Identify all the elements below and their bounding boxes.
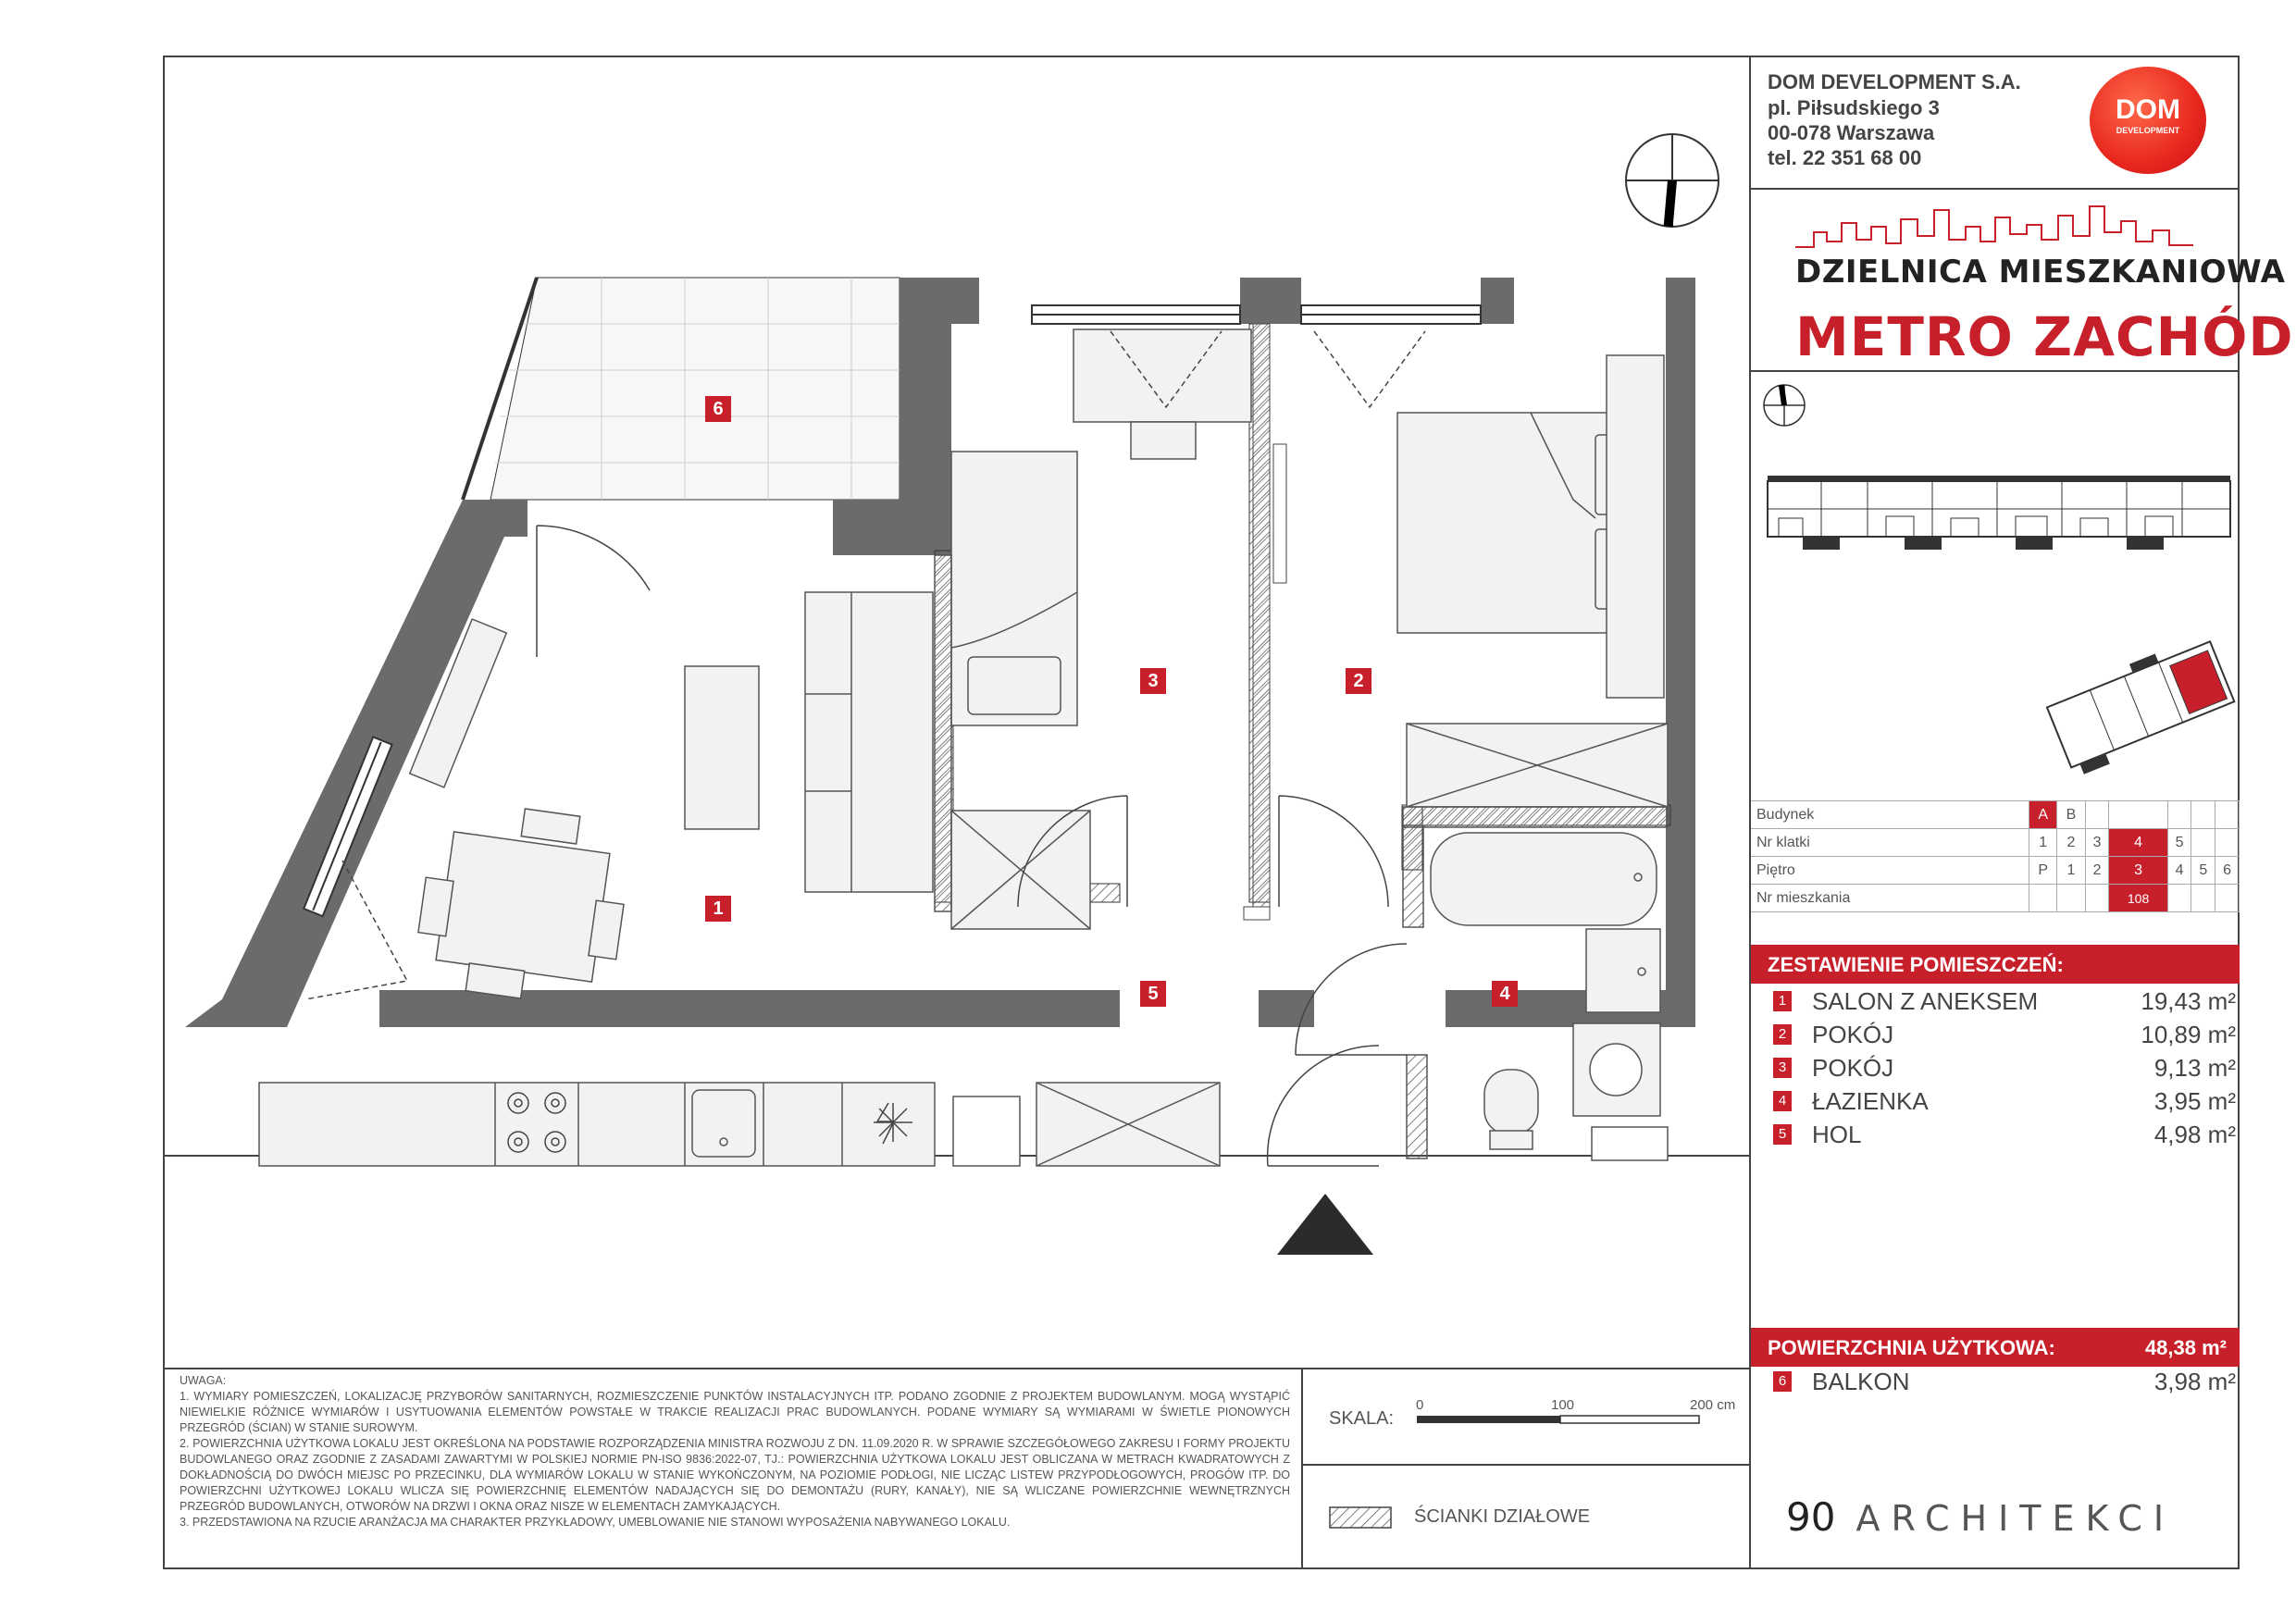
cabinet — [953, 1096, 1020, 1166]
floor-label: Piętro — [1751, 857, 2029, 885]
note-item: 3. PRZEDSTAWIONA NA RZUCIE ARANŻACJA MA CHARAKTER PRZYKŁADOWY, UMEBLOWANIE NIE STANOWI WYPOSAŻENIA NABYWANEGO LOKALU. — [180, 1516, 1011, 1529]
dishwasher-icon — [874, 1103, 912, 1142]
scale-label: SKALA: — [1329, 1408, 1395, 1429]
room-3-furniture — [935, 329, 1251, 929]
company-name: DOM DEVELOPMENT S.A. — [1768, 70, 2021, 93]
plan-label-1: 1 — [705, 896, 731, 922]
room-number-badge: 6 — [1773, 1371, 1792, 1392]
total-area-label: POWIERZCHNIA UŻYTKOWA: — [1768, 1336, 2055, 1359]
brand-line-2: METRO ZACHÓD — [1795, 305, 2294, 368]
room-2-furniture — [1397, 355, 1668, 807]
sliding-wardrobe-door — [1273, 444, 1286, 583]
total-area-value: 48,38 m² — [2144, 1336, 2227, 1359]
scale-tick-200: 200 cm — [1690, 1397, 1736, 1413]
bathroom-fixtures — [1403, 807, 1668, 1160]
kitchen-counter — [259, 1083, 935, 1166]
plan-label-6: 6 — [705, 396, 731, 422]
note-item: 1. WYMIARY POMIESZCZEŃ, LOKALIZACJĘ PRZYBORÓW SANITARNYCH, ROZMIESZCZENIE PUNKTÓW INSTALACYJNYCH ITP. PODANO ZGODNIE Z PROJEKTEM BUDOWLANYM. MOGĄ WYSTĄPIĆ NIEWIELKIE RÓŻNICE WYMIARÓW I USYTUOWANIA ELEMENTÓW POWSTAŁE W TRAKCIE REALIZACJI PRAC BUDOWLANYCH. PODANE WYMIARY SĄ WYMIARAMI W ŚWIETLE PIONOWYCH PRZEGRÓD (ŚCIAN) W STANIE SUROWYM. — [180, 1390, 1290, 1434]
room-name: BALKON — [1812, 1368, 1910, 1395]
note-item: 2. POWIERZCHNIA UŻYTKOWA LOKALU JEST OKREŚLONA NA PODSTAWIE ROZPORZĄDZENIA MINISTRA ROZWOJU Z DN. 11.09.2020 R. W SPRAWIE SZCZEGÓŁOWEGO ZAKRESU I FORMY PROJEKTU BUDOWLANEGO ORAZ ZGODNIE Z ZASADAMI ZAWARTYMI W POLSKIEJ NORMIE PN-ISO 9836:2022-07, TJ.: POWIERZCHNIA UŻYTKOWA LOKALU JEST OBLICZANA W METRACH KWADRATOWYCH Z DOKŁADNOŚCIĄ DO DWÓCH MIEJSC PO PRZECINKU, DLA WYMIARÓW LOKALU W STANIE WYKOŃCZONYM, NA POZIOMIE PODŁOGI, NIE LICZĄC LISTEW PRZYPODŁOGOWYCH, PROGÓW ITP. DO POWIERZCHNI UŻYTKOWEJ LOKALU WLICZA SIĘ POWIERZCHNIĘ ELEMENTÓW NADAJĄCYCH SIĘ DO DEMONTAŻU (RURY, KANAŁY), NIE SĄ WLICZANE POWIERZCHNIE WEWNĘTRZNYCH PRZEGRÓD BUDOWLANYCH, OTWORÓW NA DRZWI I OKNA ORAZ NISZE W ELEMENTACH ZAMYKAJĄCYCH. — [180, 1437, 1290, 1513]
room-name: POKÓJ — [1812, 1021, 1894, 1048]
room-name: SALON Z ANEKSEM — [1812, 987, 2039, 1015]
notes-block — [180, 1373, 1290, 1530]
staircase-option-selected: 4 — [2109, 829, 2167, 857]
staircase-option: 5 — [2167, 829, 2191, 857]
room-number-badge: 1 — [1773, 991, 1792, 1011]
room-area: 9,13 m² — [2153, 1054, 2236, 1082]
building-option-b: B — [2057, 801, 2085, 829]
room-area: 19,43 m² — [2141, 987, 2236, 1015]
entrance-marker-icon — [1277, 1194, 1373, 1255]
partition-wall — [1253, 324, 1270, 916]
floor-option: 2 — [2085, 857, 2109, 885]
scale-bar — [1416, 1414, 1703, 1429]
scale-tick-0: 0 — [1416, 1397, 1424, 1413]
room-number-badge: 4 — [1773, 1091, 1792, 1111]
staircase-option: 3 — [2085, 829, 2109, 857]
architect-logo — [1786, 1494, 2175, 1540]
brand-line-1: DZIELNICA MIESZKANIOWA — [1795, 254, 2286, 291]
apartment-number-value: 108 — [2109, 885, 2167, 912]
apartment-number-label: Nr mieszkania — [1751, 885, 2029, 912]
staircase-option: 2 — [2057, 829, 2085, 857]
building-label: Budynek — [1751, 801, 2029, 829]
partition-hatch-swatch — [1329, 1506, 1394, 1530]
bathtub-icon — [1431, 833, 1657, 925]
room-name: ŁAZIENKA — [1812, 1087, 1929, 1115]
room-area: 3,98 m² — [2153, 1368, 2236, 1395]
room-area: 10,89 m² — [2141, 1021, 2236, 1048]
notes-title: UWAGA: — [180, 1374, 227, 1387]
plan-label-4: 4 — [1492, 981, 1518, 1007]
staircase-label: Nr klatki — [1751, 829, 2029, 857]
floor-option: P — [2029, 857, 2057, 885]
legend-partition-label: ŚCIANKI DZIAŁOWE — [1414, 1506, 1591, 1527]
summary-title: ZESTAWIENIE POMIESZCZEŃ: — [1768, 953, 2064, 976]
plan-label-2: 2 — [1346, 668, 1371, 694]
room-area: 4,98 m² — [2153, 1121, 2236, 1148]
room-name: POKÓJ — [1812, 1054, 1894, 1082]
floor-option-selected: 3 — [2109, 857, 2167, 885]
washbasin-icon — [1586, 929, 1660, 1012]
room-number-badge: 2 — [1773, 1024, 1792, 1045]
toilet-icon — [1484, 1070, 1538, 1134]
floor-option: 6 — [2215, 857, 2240, 885]
company-street: pl. Piłsudskiego 3 — [1768, 96, 1940, 119]
room-area: 3,95 m² — [2153, 1087, 2236, 1115]
logo-bottom-text: DEVELOPMENT — [2116, 126, 2180, 135]
architect-name: ARCHITEKCI — [1855, 1498, 2176, 1539]
company-phone: tel. 22 351 68 00 — [1768, 146, 1922, 169]
scale-tick-100: 100 — [1551, 1397, 1575, 1413]
company-city: 00-078 Warszawa — [1768, 121, 1935, 144]
plan-label-5: 5 — [1140, 981, 1166, 1007]
floor-option: 5 — [2191, 857, 2215, 885]
floor-option: 4 — [2167, 857, 2191, 885]
building-option-a: A — [2029, 801, 2057, 829]
logo-top-text: DOM — [2116, 94, 2180, 125]
room-number-badge: 3 — [1773, 1058, 1792, 1078]
kitchen-sink-icon — [692, 1090, 755, 1157]
staircase-option: 1 — [2029, 829, 2057, 857]
plan-label-3: 3 — [1140, 668, 1166, 694]
floor-option: 1 — [2057, 857, 2085, 885]
room-number-badge: 5 — [1773, 1124, 1792, 1145]
architect-number: 90 — [1786, 1494, 1836, 1540]
room-name: HOL — [1812, 1121, 1862, 1148]
